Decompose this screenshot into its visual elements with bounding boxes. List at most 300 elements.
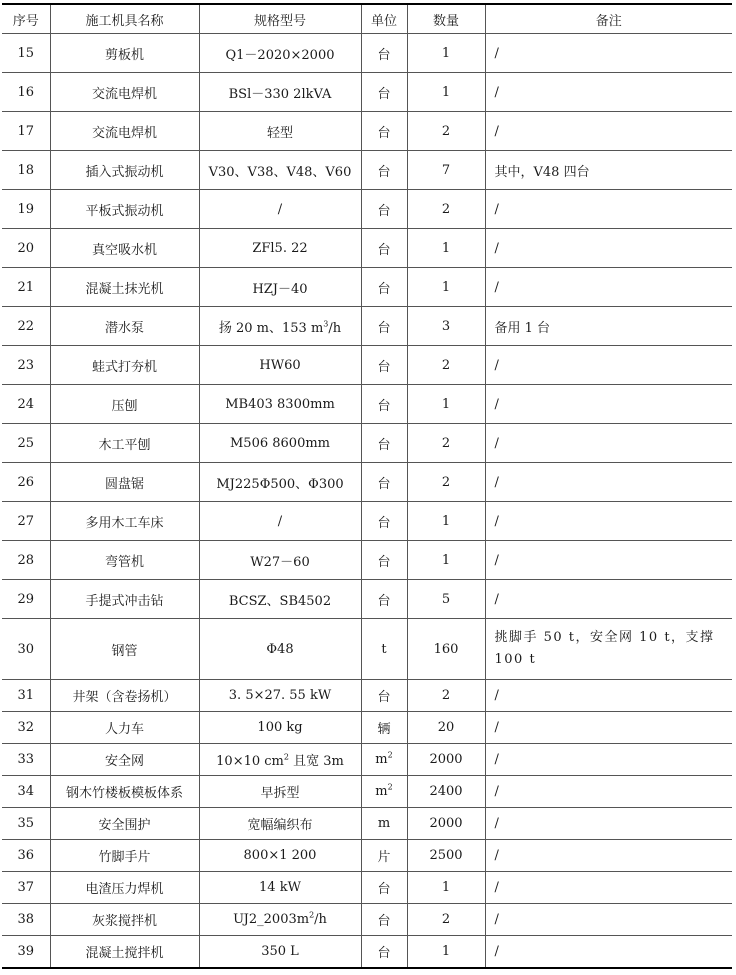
row-note-text: /: [494, 784, 499, 799]
row-spec: [199, 463, 361, 502]
row-spec-text: UJ2_2003m: [233, 912, 310, 927]
row-note: [485, 840, 732, 872]
row-note-text: /: [494, 435, 499, 451]
row-name: [50, 744, 199, 776]
row-note-text: /: [494, 720, 499, 735]
row-spec: [199, 424, 361, 463]
row-name-text: 平板式振动机: [85, 203, 164, 219]
row-name: [50, 385, 199, 424]
row-note-text: /: [494, 513, 499, 529]
row-unit-text: 台: [377, 946, 391, 961]
row-no: [2, 112, 50, 151]
row-spec-text: 宽幅编织布: [247, 818, 313, 833]
row-qty-text: 2000: [429, 816, 463, 831]
row-no: [2, 744, 50, 776]
row-no: [2, 872, 50, 904]
row-no-text: 19: [17, 201, 35, 217]
row-name: [50, 936, 199, 969]
table-row: [2, 268, 732, 307]
row-qty-text: 160: [433, 641, 459, 657]
table-row: [2, 808, 732, 840]
row-qty-text: 20: [437, 720, 455, 735]
row-name: [50, 680, 199, 712]
row-unit: [361, 904, 407, 936]
row-name-text: 交流电焊机: [91, 86, 157, 102]
row-no-text: 25: [17, 435, 35, 451]
row-unit-text: 台: [377, 281, 391, 297]
row-qty-text: 5: [441, 591, 451, 607]
row-spec-sup: 2: [309, 910, 315, 920]
row-qty-text: 3: [441, 318, 451, 334]
row-note: [485, 151, 732, 190]
row-spec-text: 800×1 200: [243, 848, 317, 863]
row-note: [485, 619, 732, 680]
row-spec: [199, 619, 361, 680]
table-row: [2, 151, 732, 190]
row-no: [2, 268, 50, 307]
row-note-text: /: [494, 474, 499, 490]
row-note-text: /: [494, 848, 499, 863]
row-qty-text: 2: [441, 474, 451, 490]
table-row: [2, 73, 732, 112]
row-unit-text: 台: [377, 320, 391, 336]
row-note-text: /: [494, 279, 499, 295]
table-row: [2, 541, 732, 580]
row-qty-text: 1: [441, 944, 451, 959]
row-qty-text: 2500: [429, 848, 463, 863]
table-row: [2, 346, 732, 385]
row-note-text: /: [494, 944, 499, 959]
row-note-text: /: [494, 912, 499, 927]
table-row: [2, 307, 732, 346]
row-no-text: 17: [17, 123, 35, 139]
row-unit-text: 片: [377, 850, 391, 865]
row-note-text: /: [494, 240, 499, 256]
row-qty: [407, 229, 485, 268]
row-unit: [361, 619, 407, 680]
row-note-text: /: [494, 880, 499, 895]
row-qty: [407, 268, 485, 307]
row-unit: [361, 872, 407, 904]
row-name-text: 弯管机: [104, 554, 144, 570]
row-unit-sup: 2: [387, 782, 393, 792]
row-no-text: 37: [17, 880, 35, 895]
row-no-text: 28: [17, 552, 35, 568]
row-spec: [199, 936, 361, 969]
row-note: [485, 541, 732, 580]
row-name: [50, 808, 199, 840]
row-spec: [199, 112, 361, 151]
row-name-text: 剪板机: [104, 47, 144, 63]
row-spec-tail: /h: [314, 912, 327, 927]
row-note-text: /: [494, 357, 499, 373]
row-qty-text: 1: [441, 84, 451, 100]
table-row: [2, 936, 732, 969]
row-note: [485, 268, 732, 307]
row-spec: [199, 502, 361, 541]
row-unit-text: 台: [377, 125, 391, 141]
row-unit: [361, 502, 407, 541]
row-name-text: 混凝土搅拌机: [85, 946, 164, 961]
row-qty: [407, 808, 485, 840]
row-name-text: 木工平刨: [98, 437, 151, 453]
row-note: [485, 580, 732, 619]
row-spec-text: MJ225Φ500、Φ300: [216, 476, 344, 492]
row-spec-text: /: [277, 201, 283, 217]
row-no-text: 16: [17, 84, 35, 100]
row-unit: [361, 151, 407, 190]
row-no: [2, 151, 50, 190]
row-unit-text: 台: [377, 554, 391, 570]
row-qty: [407, 463, 485, 502]
row-name-text: 插入式振动机: [85, 164, 164, 180]
row-qty-text: 2400: [429, 784, 463, 799]
table-row: [2, 904, 732, 936]
row-qty: [407, 424, 485, 463]
row-qty-text: 2: [441, 123, 451, 139]
row-qty-text: 2: [441, 357, 451, 373]
row-no: [2, 680, 50, 712]
row-note-text: /: [494, 752, 499, 767]
row-qty: [407, 541, 485, 580]
row-name: [50, 872, 199, 904]
row-unit: [361, 73, 407, 112]
row-no: [2, 307, 50, 346]
row-spec: [199, 580, 361, 619]
row-note: [485, 73, 732, 112]
table-row: [2, 502, 732, 541]
row-qty-text: 1: [441, 45, 451, 61]
row-unit-text: m: [375, 752, 388, 767]
row-name-text: 潜水泵: [104, 320, 144, 336]
table-row: [2, 190, 732, 229]
row-no: [2, 502, 50, 541]
row-no-text: 27: [17, 513, 35, 529]
row-no-text: 36: [17, 848, 35, 863]
row-spec-text: /: [277, 513, 283, 529]
row-spec: [199, 151, 361, 190]
row-unit: [361, 541, 407, 580]
row-name-text: 压刨: [111, 398, 138, 414]
row-unit: [361, 229, 407, 268]
row-no-text: 34: [17, 784, 35, 799]
row-note-text: /: [494, 591, 499, 607]
row-note: [485, 936, 732, 969]
row-no: [2, 346, 50, 385]
row-no-text: 20: [17, 240, 35, 256]
row-unit-text: m: [375, 784, 388, 799]
row-no-text: 22: [17, 318, 35, 334]
row-unit-text: 台: [377, 164, 391, 180]
row-qty: [407, 73, 485, 112]
row-unit-text: 台: [377, 437, 391, 453]
row-no: [2, 463, 50, 502]
row-unit: [361, 190, 407, 229]
row-name: [50, 904, 199, 936]
row-qty: [407, 151, 485, 190]
row-qty: [407, 744, 485, 776]
row-spec-text: Φ48: [266, 641, 294, 657]
row-spec-text: BCSZ、SB4502: [228, 593, 332, 609]
row-note-text: 挑脚手 50 t，安全网 10 t，支撑 100 t: [494, 630, 715, 667]
row-no: [2, 840, 50, 872]
row-qty-text: 2: [441, 912, 451, 927]
row-spec: [199, 34, 361, 73]
row-no-text: 21: [17, 279, 35, 295]
row-note-text: /: [494, 123, 499, 139]
header-note: 备注: [485, 4, 732, 34]
row-qty-text: 1: [441, 880, 451, 895]
row-no: [2, 229, 50, 268]
row-name: [50, 580, 199, 619]
row-spec: [199, 346, 361, 385]
row-spec: [199, 744, 361, 776]
row-qty: [407, 346, 485, 385]
row-note-text: /: [494, 396, 499, 412]
row-unit: [361, 463, 407, 502]
row-qty: [407, 112, 485, 151]
row-qty-text: 2: [441, 201, 451, 217]
row-no: [2, 73, 50, 112]
row-note-text: /: [494, 45, 499, 61]
row-name: [50, 112, 199, 151]
row-name-text: 蛙式打夯机: [91, 359, 157, 375]
table-row: [2, 424, 732, 463]
row-name-text: 竹脚手片: [98, 850, 151, 865]
header-no: 序号: [2, 4, 50, 34]
row-spec-text: HZJ－40: [252, 281, 308, 297]
row-no: [2, 34, 50, 73]
row-note: [485, 34, 732, 73]
row-spec: [199, 872, 361, 904]
row-unit-text: 台: [377, 86, 391, 102]
row-unit-text: 台: [377, 242, 391, 258]
row-note-text: /: [494, 201, 499, 217]
row-no-text: 24: [17, 396, 35, 412]
header-spec: 规格型号: [199, 4, 361, 34]
row-spec-text: 14 kW: [259, 880, 301, 895]
row-spec-text: ZFl5. 22: [252, 240, 308, 256]
table-row: [2, 680, 732, 712]
row-unit-text: 台: [377, 690, 391, 705]
table-row: [2, 385, 732, 424]
row-spec: [199, 385, 361, 424]
row-unit-sup: 2: [387, 750, 393, 760]
row-spec-text: W27－60: [250, 554, 310, 570]
row-spec-text: V30、V38、V48、V60: [208, 164, 352, 180]
row-name: [50, 307, 199, 346]
row-spec-sup: 3: [323, 319, 329, 329]
row-name: [50, 73, 199, 112]
row-no-text: 26: [17, 474, 35, 490]
row-note: [485, 502, 732, 541]
row-no: [2, 424, 50, 463]
row-unit: [361, 424, 407, 463]
row-qty-text: 1: [441, 513, 451, 529]
row-no: [2, 619, 50, 680]
row-qty-text: 1: [441, 396, 451, 412]
row-name: [50, 619, 199, 680]
table-row: [2, 463, 732, 502]
row-unit-text: 台: [377, 515, 391, 531]
row-unit-text: 台: [377, 476, 391, 492]
row-no: [2, 776, 50, 808]
row-unit-text: 台: [377, 398, 391, 414]
row-name: [50, 840, 199, 872]
row-unit: [361, 680, 407, 712]
table-row: [2, 580, 732, 619]
row-qty-text: 1: [441, 279, 451, 295]
row-unit-text: 台: [377, 359, 391, 375]
row-spec: [199, 190, 361, 229]
row-spec: [199, 904, 361, 936]
row-qty: [407, 307, 485, 346]
row-qty: [407, 580, 485, 619]
row-note: [485, 424, 732, 463]
row-qty-text: 2: [441, 688, 451, 703]
row-unit: [361, 808, 407, 840]
row-no-text: 23: [17, 357, 35, 373]
table-row: [2, 34, 732, 73]
table-body: [2, 34, 732, 969]
row-name: [50, 463, 199, 502]
row-unit-text: t: [381, 641, 387, 657]
header-row: [2, 4, 732, 34]
row-unit: [361, 346, 407, 385]
row-unit: [361, 112, 407, 151]
row-no: [2, 385, 50, 424]
row-unit: [361, 744, 407, 776]
row-note: [485, 385, 732, 424]
row-no: [2, 541, 50, 580]
row-spec: [199, 680, 361, 712]
row-note: [485, 712, 732, 744]
table-row: [2, 112, 732, 151]
row-note-text: /: [494, 552, 499, 568]
row-spec: [199, 229, 361, 268]
row-unit-text: 台: [377, 914, 391, 929]
row-name-text: 井架（含卷扬机）: [72, 690, 177, 705]
row-spec-text: 3. 5×27. 55 kW: [228, 688, 332, 703]
row-name: [50, 541, 199, 580]
header-unit: 单位: [361, 4, 407, 34]
row-name-text: 安全围护: [98, 818, 151, 833]
row-note-text: /: [494, 816, 499, 831]
header-name: 施工机具名称: [50, 4, 199, 34]
row-name: [50, 151, 199, 190]
row-qty-text: 1: [441, 240, 451, 256]
row-name-text: 混凝土抹光机: [85, 281, 164, 297]
row-unit-text: 台: [377, 882, 391, 897]
row-qty: [407, 840, 485, 872]
row-no: [2, 936, 50, 969]
row-unit: [361, 580, 407, 619]
table-row: [2, 619, 732, 680]
row-note: [485, 463, 732, 502]
row-spec-text: BSl－330 2lkVA: [228, 86, 332, 102]
row-no: [2, 904, 50, 936]
row-name-text: 钢木竹楼板模板体系: [65, 786, 183, 801]
row-spec-sup: 2: [283, 752, 289, 762]
row-note: [485, 680, 732, 712]
row-name: [50, 712, 199, 744]
row-unit-text: 台: [377, 593, 391, 609]
row-qty-text: 2000: [429, 752, 463, 767]
row-qty: [407, 904, 485, 936]
row-name-text: 灰浆搅拌机: [91, 914, 157, 929]
row-name: [50, 34, 199, 73]
table-row: [2, 872, 732, 904]
table-row: [2, 712, 732, 744]
row-spec: [199, 808, 361, 840]
row-spec-tail: /h: [328, 320, 342, 336]
row-note: [485, 346, 732, 385]
row-note: [485, 229, 732, 268]
row-qty: [407, 872, 485, 904]
row-unit: [361, 840, 407, 872]
row-no-text: 15: [17, 45, 35, 61]
row-qty: [407, 712, 485, 744]
row-spec: [199, 73, 361, 112]
row-note-text: /: [494, 688, 499, 703]
row-no-text: 38: [17, 912, 35, 927]
row-note: [485, 307, 732, 346]
row-name: [50, 346, 199, 385]
row-qty: [407, 936, 485, 969]
row-spec-text: 100 kg: [257, 720, 303, 735]
row-no-text: 18: [17, 162, 35, 178]
row-qty-text: 7: [441, 162, 451, 178]
row-qty: [407, 34, 485, 73]
row-name-text: 人力车: [104, 722, 144, 737]
row-qty: [407, 385, 485, 424]
row-no-text: 39: [17, 944, 35, 959]
table-row: [2, 229, 732, 268]
equipment-table: [2, 3, 732, 969]
row-name-text: 交流电焊机: [91, 125, 157, 141]
row-name: [50, 776, 199, 808]
row-qty-text: 2: [441, 435, 451, 451]
row-unit-text: 台: [377, 203, 391, 219]
row-qty-text: 1: [441, 552, 451, 568]
row-name: [50, 190, 199, 229]
row-spec: [199, 541, 361, 580]
row-spec-tail: 且宽 3m: [288, 754, 344, 769]
row-name-text: 手提式冲击钻: [85, 593, 164, 609]
row-no: [2, 808, 50, 840]
row-name: [50, 268, 199, 307]
row-unit: [361, 776, 407, 808]
row-spec-text: M506 8600mm: [230, 435, 330, 451]
row-note: [485, 776, 732, 808]
row-spec: [199, 712, 361, 744]
row-name: [50, 424, 199, 463]
row-name: [50, 502, 199, 541]
row-unit-text: m: [377, 816, 391, 831]
row-note-text: 其中，V48 四台: [494, 164, 590, 180]
row-spec-text: 轻型: [266, 125, 293, 141]
row-note: [485, 744, 732, 776]
row-spec: [199, 307, 361, 346]
row-unit: [361, 385, 407, 424]
row-note: [485, 904, 732, 936]
row-no: [2, 190, 50, 229]
row-no-text: 31: [17, 688, 35, 703]
row-note: [485, 872, 732, 904]
row-spec-text: MB403 8300mm: [225, 396, 335, 412]
row-spec-text: 350 L: [261, 944, 299, 959]
row-no-text: 35: [17, 816, 35, 831]
